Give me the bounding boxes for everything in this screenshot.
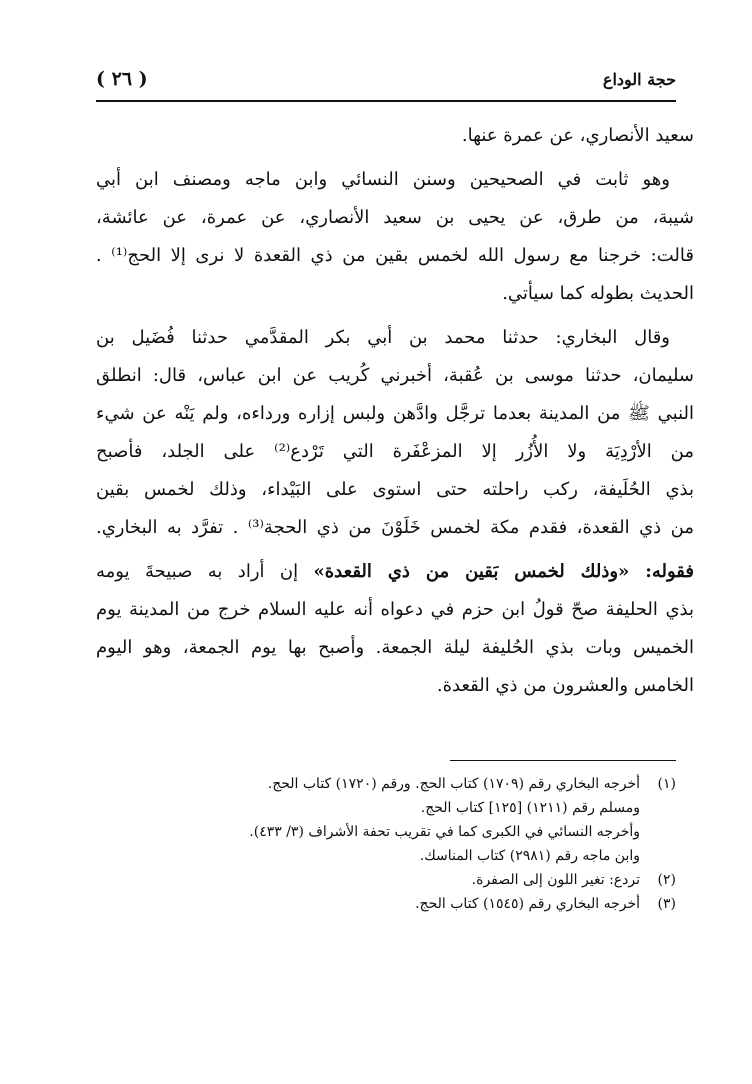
text-line: من ذي القعدة، فقدم مكة لخمس خَلَوْنَ من ذي الحجة⁽³⁾ . تفرَّد به البخاري. <box>96 517 694 538</box>
footnote <box>200 772 676 796</box>
footnote-continuation <box>200 820 676 844</box>
footnote-continuation <box>200 796 676 820</box>
quoted-phrase: فقوله: «وذلك لخمس بَقين من ذي القعدة» <box>313 561 694 582</box>
text-line: سليمان، حدثنا موسى بن عُقبة، أخبرني كُريب عن ابن عباس، قال: انطلق <box>96 365 694 386</box>
body-text <box>96 117 694 705</box>
footnotes <box>200 772 676 916</box>
page-header <box>96 64 676 94</box>
footnote <box>200 892 676 916</box>
footnote <box>200 868 676 892</box>
footnote-number: (١) <box>657 776 676 792</box>
text-line <box>96 553 694 591</box>
footnote-number: (٣) <box>657 896 676 912</box>
text-line: بذي الحليفة صحّ قولُ ابن حزم في دعواه أنه عليه السلام خرج من المدينة يوم <box>96 599 694 620</box>
footnote-text: وابن ماجه رقم (٢٩٨١) كتاب المناسك. <box>419 848 640 864</box>
text-span: إن أراد به صبيحةَ يومه <box>96 561 314 582</box>
running-title: حجة الوداع <box>602 69 676 89</box>
header-divider <box>96 100 676 102</box>
text-line: الحديث بطوله كما سيأتي. <box>502 283 694 304</box>
text-line: النبي ﷺ من المدينة بعدما ترجَّل وادَّهن ولبس إزاره ورداءه، ولم يَنْه عن شيء <box>96 403 694 424</box>
text-line: وهو ثابت في الصحيحين وسنن النسائي وابن ماجه ومصنف ابن أبي <box>96 169 670 190</box>
footnote-continuation <box>200 844 676 868</box>
footnote-text: أخرجه البخاري رقم (١٥٤٥) كتاب الحج. <box>415 896 640 912</box>
footnote-number: (٢) <box>657 872 676 888</box>
footnote-text: تردع: تغير اللون إلى الصفرة. <box>471 872 640 888</box>
text-line: بذي الحُلَيفة، ركب راحلته حتى استوى على البَيْداء، وذلك لخمس بقين <box>96 479 694 500</box>
text-line: الخامس والعشرون من ذي القعدة. <box>436 675 694 696</box>
text-line: شيبة، من طرق، عن يحيى بن سعيد الأنصاري، عن عمرة، عن عائشة، <box>96 207 694 228</box>
footnote-text: وأخرجه النسائي في الكبرى كما في تقريب تحفة الأشراف (٣/ ٤٣٣). <box>249 824 640 840</box>
footnote-divider <box>450 760 676 761</box>
footnote-text: ومسلم رقم (١٢١١) [١٢٥] كتاب الحج. <box>420 800 640 816</box>
text-line: الخميس وبات بذي الحُليفة ليلة الجمعة. وأصبح بها يوم الجمعة، وهو اليوم <box>96 637 694 658</box>
text-line: من الأرْدِيَة ولا الأُزُر إلا المزعْفَرة التي تَرْدع⁽²⁾ على الجلد، فأصبح <box>96 441 694 462</box>
footnote-text: أخرجه البخاري رقم (١٧٠٩) كتاب الحج. ورقم (١٧٢٠) كتاب الحج. <box>267 776 640 792</box>
text-line: وقال البخاري: حدثنا محمد بن أبي بكر المقدَّمي حدثنا فُضَيل بن <box>96 327 670 348</box>
text-line: قالت: خرجنا مع رسول الله لخمس بقين من ذي القعدة لا نرى إلا الحج⁽¹⁾ . <box>96 245 694 266</box>
page-number: ( ٢٦ ) <box>96 68 148 90</box>
text-line: سعيد الأنصاري، عن عمرة عنها. <box>461 125 694 146</box>
